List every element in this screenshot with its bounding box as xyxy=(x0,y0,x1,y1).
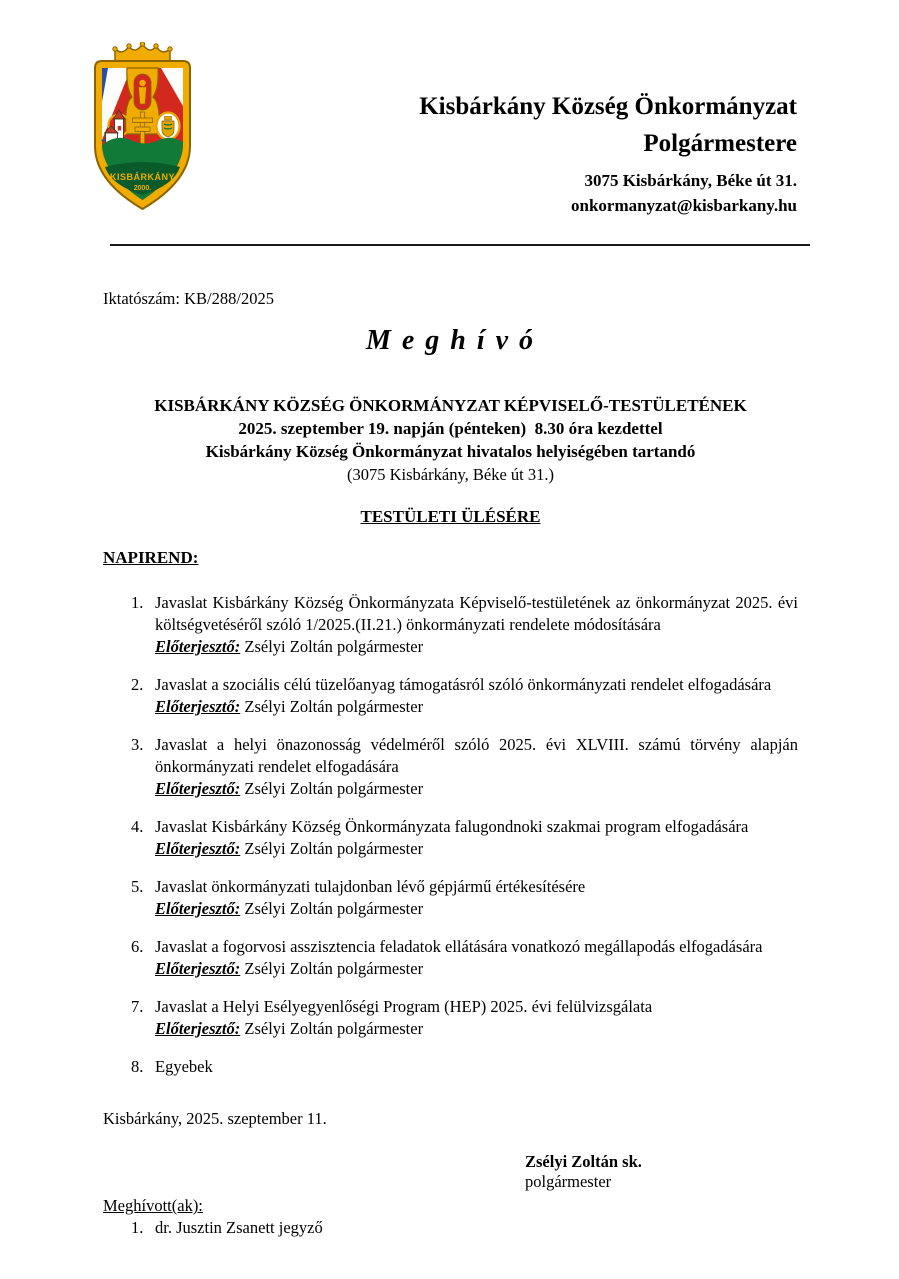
agenda-item xyxy=(103,816,798,860)
agenda-item-text: Javaslat önkormányzati tulajdonban lévő gépjármű értékesítésére xyxy=(155,877,586,896)
document-body xyxy=(103,288,798,1239)
presenter-name: Zsélyi Zoltán polgármester xyxy=(244,839,424,858)
coat-of-arms-banner-text: KISBÁRKÁNY xyxy=(109,172,176,182)
agenda-item-number: 6. xyxy=(131,937,144,956)
meeting-datetime-line: 2025. szeptember 19. napján (pénteken) 8.30 óra kezdettel xyxy=(238,419,663,438)
invitees-heading: Meghívott(ak): xyxy=(103,1196,203,1215)
agenda-item-body xyxy=(155,674,798,718)
presenter-label: Előterjesztő: xyxy=(155,637,241,656)
presenter-label: Előterjesztő: xyxy=(155,1019,241,1038)
agenda-list xyxy=(103,592,798,1078)
agenda-item-presenter-line xyxy=(155,958,798,980)
agenda-item xyxy=(103,996,798,1040)
presenter-name: Zsélyi Zoltán polgármester xyxy=(244,1019,424,1038)
agenda-item-number: 4. xyxy=(131,817,144,836)
letterhead xyxy=(419,88,797,218)
org-address: 3075 Kisbárkány, Béke út 31. xyxy=(584,171,797,190)
agenda-item-text: Egyebek xyxy=(155,1057,213,1076)
agenda-item-number: 7. xyxy=(131,997,144,1016)
agenda-item-presenter-line xyxy=(155,696,798,718)
agenda-heading: NAPIREND: xyxy=(103,548,199,567)
coat-of-arms-year-text: 2000. xyxy=(133,185,152,192)
presenter-label: Előterjesztő: xyxy=(155,839,241,858)
agenda-item-text: Javaslat a Helyi Esélyegyenlőségi Program (HEP) 2025. évi felülvizsgálata xyxy=(155,997,653,1016)
agenda-item-text: Javaslat a fogorvosi asszisztencia feladatok ellátására vonatkozó megállapodás elfogadására xyxy=(155,937,763,956)
org-name-line2: Polgármestere xyxy=(643,130,797,157)
agenda-item-number: 5. xyxy=(131,877,144,896)
agenda-item xyxy=(103,876,798,920)
agenda-item-text: Javaslat a szociális célú tüzelőanyag támogatásról szóló önkormányzati rendelet elfogadására xyxy=(155,675,772,694)
presenter-name: Zsélyi Zoltán polgármester xyxy=(244,779,424,798)
agenda-item-presenter-line xyxy=(155,636,798,658)
session-title: TESTÜLETI ÜLÉSÉRE xyxy=(360,507,541,526)
meeting-details xyxy=(103,394,798,486)
agenda-item-text: Javaslat a helyi önazonosság védelméről szóló 2025. évi XLVIII. számú törvény alapján önkormányzati rendelet elfogadására xyxy=(155,735,798,776)
municipal-coat-of-arms-logo xyxy=(85,42,200,214)
agenda-item-presenter-line xyxy=(155,1018,798,1040)
org-email: onkormanyzat@kisbarkany.hu xyxy=(570,196,797,215)
presenter-name: Zsélyi Zoltán polgármester xyxy=(244,637,424,656)
invitee-number: 1. xyxy=(131,1218,144,1237)
agenda-item-text: Javaslat Kisbárkány Község Önkormányzata falugondnoki szakmai program elfogadására xyxy=(155,817,749,836)
meeting-org-line: KISBÁRKÁNY KÖZSÉG ÖNKORMÁNYZAT KÉPVISELŐ-TESTÜLETÉNEK xyxy=(154,396,747,415)
presenter-label: Előterjesztő: xyxy=(155,779,241,798)
agenda-item-number: 3. xyxy=(131,735,144,754)
invitee-row xyxy=(103,1217,798,1239)
presenter-name: Zsélyi Zoltán polgármester xyxy=(244,959,424,978)
presenter-label: Előterjesztő: xyxy=(155,697,241,716)
agenda-item xyxy=(103,936,798,980)
agenda-item-presenter-line xyxy=(155,898,798,920)
document-title: M e g h í v ó xyxy=(365,325,536,356)
agenda-item-body xyxy=(155,936,798,980)
agenda-item xyxy=(103,734,798,800)
agenda-item-number: 2. xyxy=(131,675,144,694)
closing-date-line: Kisbárkány, 2025. szeptember 11. xyxy=(103,1109,327,1128)
agenda-item-number: 1. xyxy=(131,593,144,612)
presenter-name: Zsélyi Zoltán polgármester xyxy=(244,899,424,918)
signature-name: Zsélyi Zoltán sk. xyxy=(525,1152,642,1171)
agenda-item xyxy=(103,1056,798,1078)
agenda-item-body xyxy=(155,592,798,658)
presenter-name: Zsélyi Zoltán polgármester xyxy=(244,697,424,716)
agenda-item-body xyxy=(155,816,798,860)
agenda-item-text: Javaslat Kisbárkány Község Önkormányzata Képviselő-testületének az önkormányzat 2025. évi költségvetéséről szóló 1/2025.(II.21.) önkormányzati rendelete módosítására xyxy=(155,593,798,634)
registry-number: Iktatószám: KB/288/2025 xyxy=(103,289,274,308)
signature-title: polgármester xyxy=(525,1172,612,1191)
invitee-text: dr. Jusztin Zsanett jegyző xyxy=(155,1218,323,1237)
agenda-item-presenter-line xyxy=(155,838,798,860)
agenda-item xyxy=(103,674,798,718)
meeting-address-line: (3075 Kisbárkány, Béke út 31.) xyxy=(347,465,554,484)
agenda-item xyxy=(103,592,798,658)
agenda-item-body xyxy=(155,1056,798,1078)
coat-of-arms-icon xyxy=(85,42,200,214)
meeting-venue-line: Kisbárkány Község Önkormányzat hivatalos helyiségében tartandó xyxy=(205,442,696,461)
invitees-list xyxy=(103,1217,798,1239)
presenter-label: Előterjesztő: xyxy=(155,959,241,978)
presenter-label: Előterjesztő: xyxy=(155,899,241,918)
org-name-line1: Kisbárkány Község Önkormányzat xyxy=(419,93,797,120)
header-separator-line xyxy=(110,244,810,246)
agenda-item-body xyxy=(155,734,798,800)
agenda-item-presenter-line xyxy=(155,778,798,800)
signature-block xyxy=(525,1152,798,1192)
agenda-item-number: 8. xyxy=(131,1057,144,1076)
agenda-item-body xyxy=(155,876,798,920)
agenda-item-body xyxy=(155,996,798,1040)
